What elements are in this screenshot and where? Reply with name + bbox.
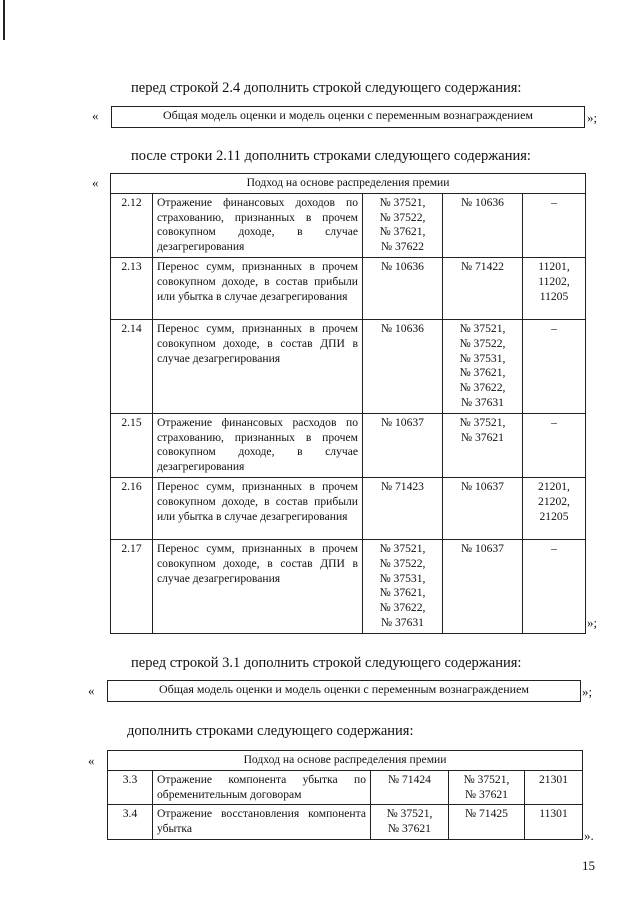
debit-value: № 71423 — [381, 479, 424, 493]
table-header: Подход на основе распределения премии — [111, 174, 586, 194]
debit-value: № 10636 — [381, 321, 424, 335]
symbol-value: 11201, — [538, 259, 570, 273]
symbol-value: 21201, — [538, 479, 570, 493]
debit-value: № 37621, — [379, 225, 426, 239]
debit-value: № 71424 — [388, 772, 431, 786]
debit-value: № 37621 — [388, 822, 431, 836]
instruction-3: перед строкой 3.1 дополнить строкой следующего содержания: — [131, 655, 522, 671]
symbol-cell — [523, 477, 586, 539]
symbol-cell — [523, 319, 586, 413]
page-number: 15 — [582, 858, 595, 873]
symbol-value: 21205 — [539, 509, 569, 523]
row-number-cell: 2.15 — [111, 413, 153, 477]
table-row — [111, 193, 586, 257]
quote-close-2: »; — [587, 615, 598, 630]
table-row — [108, 805, 583, 840]
row-number-cell: 3.3 — [108, 770, 153, 805]
credit-value: № 37621 — [461, 430, 504, 444]
quote-close-3: »; — [582, 684, 593, 699]
row-description-cell: Отражение финансовых расходов по страхованию, признанных в прочем совокупном доходе, в случае дезагрегирования — [153, 413, 363, 477]
credit-value: № 37531, — [459, 351, 506, 365]
quote-open-3: « — [88, 683, 95, 698]
credit-value: № 10637 — [461, 541, 504, 555]
debit-cell — [371, 805, 449, 840]
debit-value: № 37622 — [381, 240, 424, 254]
table-row — [111, 319, 586, 413]
debit-value: № 37521, — [379, 195, 426, 209]
credit-cell — [443, 193, 523, 257]
row-description-cell: Перенос сумм, признанных в прочем совокупном доходе, в состав ДПИ в случае дезагрегирования — [153, 539, 363, 633]
row-number-cell: 2.13 — [111, 257, 153, 319]
symbol-value: – — [551, 321, 557, 335]
table-row — [111, 539, 586, 633]
symbol-value: 11301 — [539, 807, 568, 821]
debit-value: № 37621, — [379, 586, 426, 600]
credit-value: № 71422 — [461, 259, 504, 273]
symbol-value: – — [551, 195, 557, 209]
instruction-2: после строки 2.11 дополнить строками следующего содержания: — [131, 148, 531, 164]
symbol-value: – — [551, 415, 557, 429]
credit-cell — [443, 257, 523, 319]
instruction-4: дополнить строками следующего содержания: — [127, 723, 414, 739]
credit-cell — [443, 539, 523, 633]
quote-open-4: « — [88, 753, 95, 768]
debit-cell — [363, 413, 443, 477]
debit-value: № 37521, — [379, 541, 426, 555]
accounting-table-2 — [107, 750, 583, 840]
row-number-cell: 2.12 — [111, 193, 153, 257]
debit-value: № 10637 — [381, 415, 424, 429]
row-description-cell: Перенос сумм, признанных в прочем совокупном доходе, в состав ДПИ в случае дезагрегирования — [153, 319, 363, 413]
symbol-value: – — [551, 541, 557, 555]
instruction-1: перед строкой 2.4 дополнить строкой следующего содержания: — [131, 80, 522, 96]
symbol-value: 11202, — [538, 274, 570, 288]
row-number-cell: 2.17 — [111, 539, 153, 633]
credit-value: № 37621 — [465, 787, 508, 801]
credit-value: № 37621, — [459, 366, 506, 380]
table-header: Подход на основе распределения премии — [108, 751, 583, 771]
credit-value: № 10637 — [461, 479, 504, 493]
credit-cell — [449, 805, 525, 840]
symbol-cell — [523, 539, 586, 633]
table-row — [111, 413, 586, 477]
debit-cell — [363, 319, 443, 413]
quote-close-4: ». — [584, 828, 594, 843]
debit-value: № 37522, — [379, 210, 426, 224]
debit-cell — [371, 770, 449, 805]
accounting-table-1 — [110, 173, 586, 634]
quote-open-2: « — [92, 175, 99, 190]
debit-value: № 37521, — [386, 807, 433, 821]
row-number-cell: 2.14 — [111, 319, 153, 413]
credit-cell — [443, 413, 523, 477]
row-description-cell: Отражение компонента убытка по обременительным договорам — [153, 770, 371, 805]
symbol-cell — [525, 770, 583, 805]
credit-cell — [443, 319, 523, 413]
row-description-cell: Отражение финансовых доходов по страхованию, признанных в прочем совокупном доходе, в случае дезагрегирования — [153, 193, 363, 257]
credit-value: № 37521, — [459, 415, 506, 429]
symbol-value: 11205 — [539, 289, 569, 303]
debit-value: № 37631 — [381, 615, 424, 629]
credit-value: № 37521, — [459, 321, 506, 335]
credit-value: № 37522, — [459, 336, 506, 350]
row-number-cell: 3.4 — [108, 805, 153, 840]
quote-close-1: »; — [587, 110, 598, 125]
symbol-value: 21301 — [539, 772, 568, 786]
credit-value: № 37521, — [463, 772, 510, 786]
credit-value: № 37622, — [459, 381, 506, 395]
row-description-cell: Перенос сумм, признанных в прочем совокупном доходе, в состав прибыли или убытка в случае дезагрегирования — [153, 477, 363, 539]
margin-mark — [3, 0, 5, 40]
debit-cell — [363, 193, 443, 257]
debit-cell — [363, 257, 443, 319]
symbol-value: 21202, — [538, 494, 570, 508]
credit-value: № 71425 — [465, 807, 508, 821]
row-description-cell: Отражение восстановления компонента убытка — [153, 805, 371, 840]
inserted-row-1: Общая модель оценки и модель оценки с переменным вознаграждением — [111, 106, 585, 128]
symbol-cell — [525, 805, 583, 840]
debit-cell — [363, 477, 443, 539]
debit-value: № 37531, — [379, 571, 426, 585]
symbol-cell — [523, 413, 586, 477]
debit-value: № 37522, — [379, 556, 426, 570]
symbol-cell — [523, 193, 586, 257]
debit-cell — [363, 539, 443, 633]
credit-cell — [443, 477, 523, 539]
symbol-cell — [523, 257, 586, 319]
debit-value: № 37622, — [379, 601, 426, 615]
row-number-cell: 2.16 — [111, 477, 153, 539]
row-description-cell: Перенос сумм, признанных в прочем совокупном доходе, в состав прибыли или убытка в случае дезагрегирования — [153, 257, 363, 319]
table-row — [111, 477, 586, 539]
table-row — [108, 770, 583, 805]
table-row — [111, 257, 586, 319]
inserted-row-2: Общая модель оценки и модель оценки с переменным вознаграждением — [107, 680, 581, 702]
credit-cell — [449, 770, 525, 805]
debit-value: № 10636 — [381, 259, 424, 273]
credit-value: № 10636 — [461, 195, 504, 209]
quote-open-1: « — [92, 108, 99, 123]
credit-value: № 37631 — [461, 395, 504, 409]
